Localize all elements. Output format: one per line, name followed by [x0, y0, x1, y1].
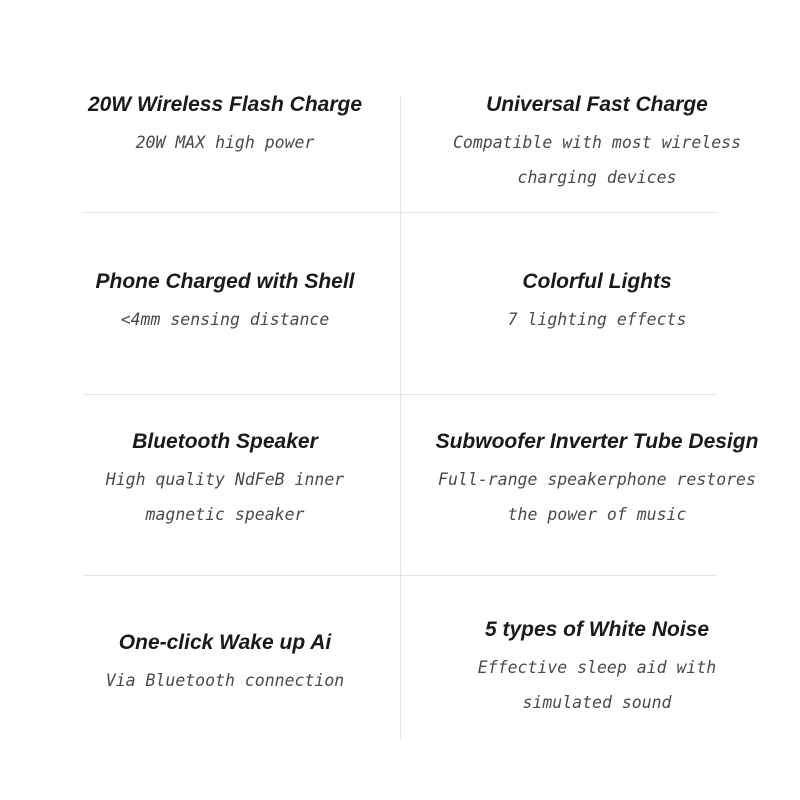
feature-title: One-click Wake up Ai [118, 631, 332, 654]
feature-title: 20W Wireless Flash Charge [87, 93, 363, 116]
feature-description [60, 302, 390, 337]
feature-description-line: Full-range speakerphone restores [438, 470, 756, 489]
feature-title: Universal Fast Charge [486, 93, 708, 116]
feature-description-line: the power of music [507, 505, 687, 524]
feature-description-line: 7 lighting effects [507, 310, 687, 329]
vertical-divider [400, 95, 401, 740]
horizontal-divider [83, 575, 717, 576]
feature-one-click-wake-up [60, 631, 390, 698]
feature-bluetooth-speaker [60, 430, 390, 532]
feature-title: Subwoofer Inverter Tube Design [435, 430, 759, 453]
feature-universal-fast-charge [432, 93, 762, 195]
feature-title: Bluetooth Speaker [132, 430, 318, 453]
feature-colorful-lights [432, 270, 762, 337]
horizontal-divider [83, 394, 717, 395]
feature-white-noise [432, 618, 762, 720]
feature-description [432, 650, 762, 720]
feature-description-line: charging devices [517, 168, 677, 187]
feature-description-line: High quality NdFeB inner [105, 470, 345, 489]
feature-description [432, 302, 762, 337]
feature-description-line: Via Bluetooth connection [105, 671, 345, 690]
feature-title: Phone Charged with Shell [95, 270, 355, 293]
feature-description [432, 462, 762, 532]
feature-description-line: magnetic speaker [145, 505, 305, 524]
feature-description-line: simulated sound [522, 693, 672, 712]
feature-description-line: <4mm sensing distance [120, 310, 330, 329]
feature-description-line: Effective sleep aid with [477, 658, 717, 677]
feature-description [60, 462, 390, 532]
feature-title: 5 types of White Noise [484, 618, 710, 641]
feature-description [60, 125, 390, 160]
feature-wireless-flash-charge [60, 93, 390, 160]
feature-description [60, 663, 390, 698]
horizontal-divider [83, 212, 717, 213]
feature-description-line: Compatible with most wireless [452, 133, 742, 152]
feature-subwoofer-design [432, 430, 762, 532]
feature-description [432, 125, 762, 195]
feature-description-line: 20W MAX high power [135, 133, 315, 152]
feature-phone-charged-with-shell [60, 270, 390, 337]
feature-title: Colorful Lights [522, 270, 672, 293]
